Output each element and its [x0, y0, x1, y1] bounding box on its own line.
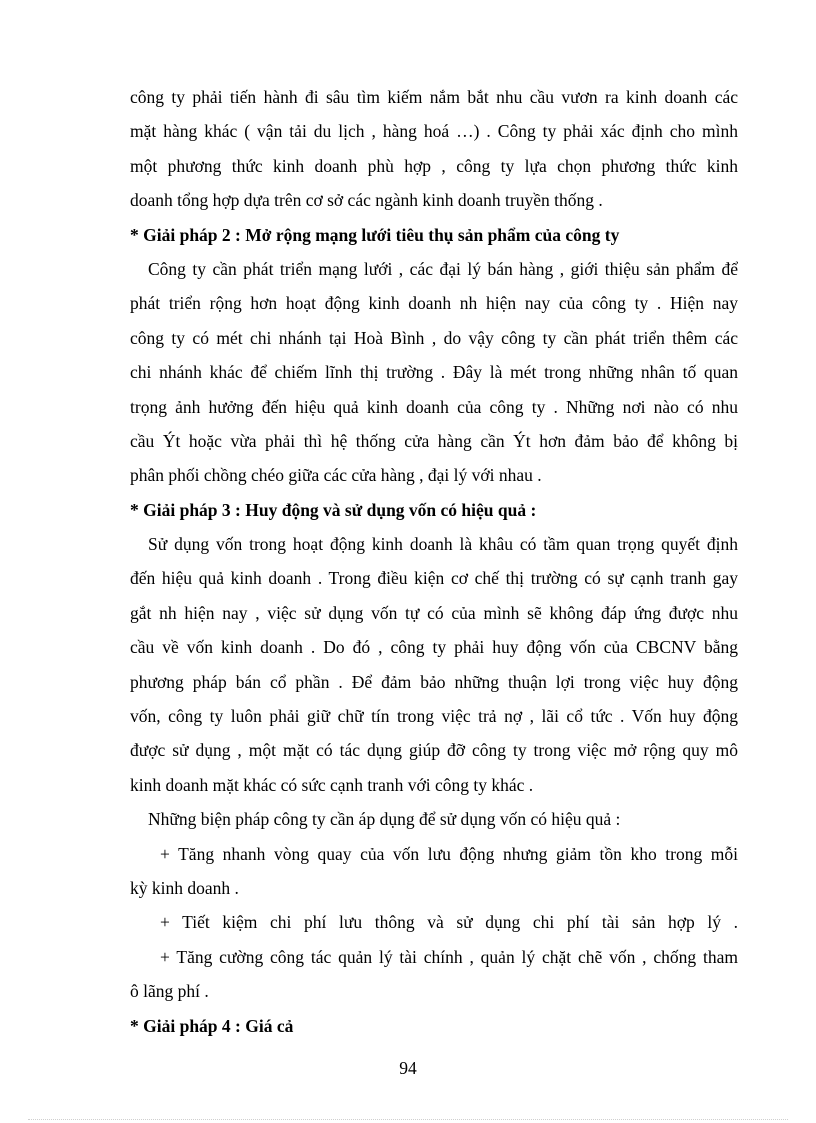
page-number: 94: [399, 1058, 417, 1078]
paragraph-line: trọng ảnh hưởng đến hiệu quả kinh doanh của công ty . Những nơi nào có nhu: [130, 396, 738, 417]
paragraph-line: Những biện pháp công ty cần áp dụng để sử dụng vốn có hiệu quả :: [148, 809, 621, 830]
list-item-line: ô lãng phí .: [130, 981, 209, 1002]
paragraph-line: phát triển rộng hơn hoạt động kinh doanh nh hiện nay của công ty . Hiện nay: [130, 293, 738, 314]
list-item-line: kỳ kinh doanh .: [130, 877, 239, 898]
paragraph-line: cầu Ýt hoặc vừa phải thì hệ thống cửa hàng cần Ýt hơn đảm bảo để không bị: [130, 430, 738, 451]
paragraph-line: kinh doanh mặt khác có sức cạnh tranh với công ty khác .: [130, 774, 534, 795]
paragraph-line: mặt hàng khác ( vận tải du lịch , hàng hoá …) . Công ty phải xác định cho mình: [130, 121, 738, 142]
paragraph-line: phương pháp bán cổ phần . Để đảm bảo những thuận lợi trong việc huy động: [130, 671, 738, 692]
paragraph-line: được sử dụng , một mặt có tác dụng giúp đỡ công ty trong việc mở rộng quy mô: [130, 740, 738, 761]
paragraph-line: công ty phải tiến hành đi sâu tìm kiếm nắm bắt nhu cầu vươn ra kinh doanh các: [130, 87, 738, 107]
paragraph-line: doanh tổng hợp dựa trên cơ sở các ngành kinh doanh truyền thống .: [130, 190, 603, 211]
section-heading-solution-2: * Giải pháp 2 : Mở rộng mạng lưới tiêu thụ sản phẩm của công ty: [130, 224, 620, 245]
page-body: [130, 80, 738, 1043]
page-bottom-border: [28, 1119, 788, 1120]
paragraph-line: đến hiệu quả kinh doanh . Trong điều kiện cơ chế thị trường có sự cạnh tranh gay: [130, 568, 738, 589]
list-item-line: + Tăng nhanh vòng quay của vốn lưu động nhưng giảm tồn kho trong mỗi: [160, 843, 738, 864]
paragraph-line: vốn, công ty luôn phải giữ chữ tín trong việc trả nợ , lãi cổ tức . Vốn huy động: [130, 706, 738, 727]
section-heading-solution-3: * Giải pháp 3 : Huy động và sử dụng vốn có hiệu quả :: [130, 499, 537, 520]
paragraph-line: một phương thức kinh doanh phù hợp , công ty lựa chọn phương thức kinh: [130, 155, 738, 176]
paragraph-line: Công ty cần phát triển mạng lưới , các đại lý bán hàng , giới thiệu sản phẩm để: [148, 258, 738, 279]
paragraph-line: phân phối chồng chéo giữa các cửa hàng , đại lý với nhau .: [130, 465, 542, 486]
list-item-line: + Tăng cường công tác quản lý tài chính , quản lý chặt chẽ vốn , chống tham: [160, 946, 738, 967]
paragraph-line: Sử dụng vốn trong hoạt động kinh doanh là khâu có tầm quan trọng quyết định: [148, 534, 738, 555]
paragraph-line: công ty có mét chi nhánh tại Hoà Bình , do vậy công ty cần phát triển thêm các: [130, 327, 738, 348]
paragraph-line: cầu về vốn kinh doanh . Do đó , công ty phải huy động vốn của CBCNV bằng: [130, 637, 738, 658]
section-heading-solution-4: * Giải pháp 4 : Giá cả: [130, 1015, 294, 1036]
list-item-line: + Tiết kiệm chi phí lưu thông và sử dụng chi phí tài sản hợp lý .: [160, 912, 738, 933]
paragraph-line: chi nhánh khác để chiếm lĩnh thị trường . Đây là mét trong những nhân tố quan: [130, 362, 738, 383]
paragraph-line: gắt nh hiện nay , việc sử dụng vốn tự có của mình sẽ không đáp ứng được nhu: [130, 602, 738, 623]
